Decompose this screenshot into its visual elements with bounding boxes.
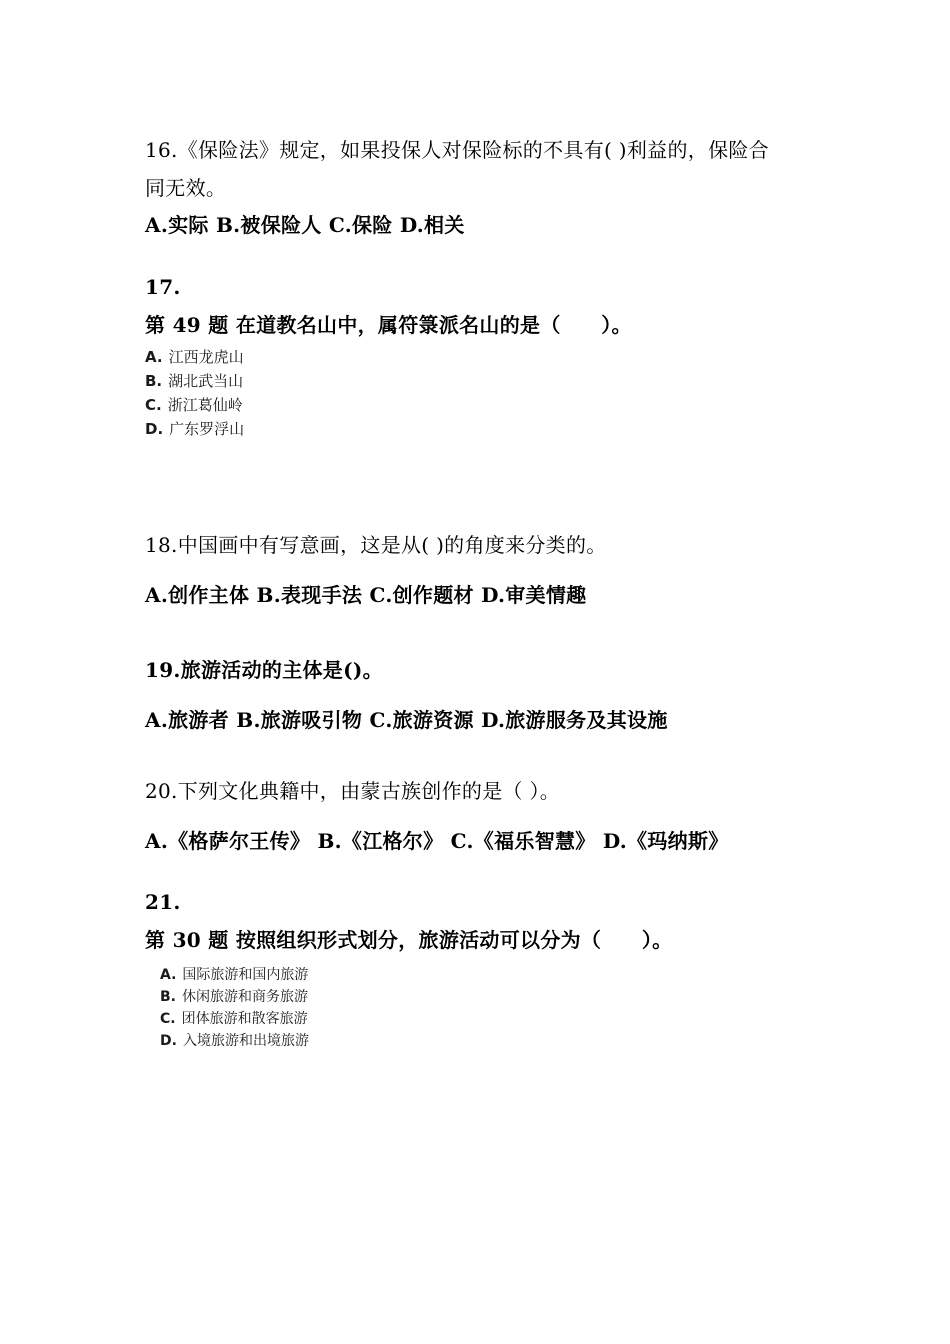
q21-option-b [160,987,308,1007]
q17-number: 17. [145,275,181,299]
q18-stem: 18.中国画中有写意画，这是从( )的角度来分类的。 [145,533,607,557]
q17-stem: 第 49 题 在道教名山中，属符箓派名山的是（ ）。 [145,313,632,337]
q17-option-d [145,419,244,439]
q21-stem: 第 30 题 按照组织形式划分，旅游活动可以分为（ ）。 [145,928,673,952]
q21-option-a-key: A. [160,967,177,983]
q16-stem-line1: 16.《保险法》规定，如果投保人对保险标的不具有( )利益的，保险合 [145,138,769,162]
q17-option-b [145,371,243,391]
q21-option-b-key: B. [160,989,176,1005]
q21-option-d [160,1031,309,1051]
q16-options: A.实际 B.被保险人 C.保险 D.相关 [145,213,465,237]
q17-option-b-text: 湖北武当山 [168,372,244,390]
q21-number: 21. [145,890,181,914]
q21-option-b-text: 休闲旅游和商务旅游 [182,989,308,1005]
q20-options: A.《格萨尔王传》 B.《江格尔》 C.《福乐智慧》 D.《玛纳斯》 [145,829,729,853]
q17-option-a [145,347,244,367]
q17-option-c-text: 浙江葛仙岭 [167,396,243,414]
q21-option-a [160,965,308,985]
q17-option-a-text: 江西龙虎山 [168,348,244,366]
q21-option-c [160,1009,308,1029]
q20-stem: 20.下列文化典籍中，由蒙古族创作的是（ ）。 [145,779,561,803]
q17-option-b-key: B. [145,372,163,390]
q19-stem: 19.旅游活动的主体是()。 [145,658,383,682]
q19-options: A.旅游者 B.旅游吸引物 C.旅游资源 D.旅游服务及其设施 [145,708,668,732]
q21-option-d-text: 入境旅游和出境旅游 [182,1033,309,1049]
q17-option-c-key: C. [145,396,162,414]
q17-option-a-key: A. [145,348,163,366]
q21-option-d-key: D. [160,1033,177,1049]
q17-option-d-key: D. [145,420,164,438]
q16-stem-line2: 同无效。 [145,176,227,200]
q21-option-c-text: 团体旅游和散客旅游 [181,1011,308,1027]
q17-option-d-text: 广东罗浮山 [169,420,245,438]
q21-option-c-key: C. [160,1011,176,1027]
q21-option-a-text: 国际旅游和国内旅游 [182,967,309,983]
q18-options: A.创作主体 B.表现手法 C.创作题材 D.审美情趣 [145,583,587,607]
q17-option-c [145,395,243,415]
